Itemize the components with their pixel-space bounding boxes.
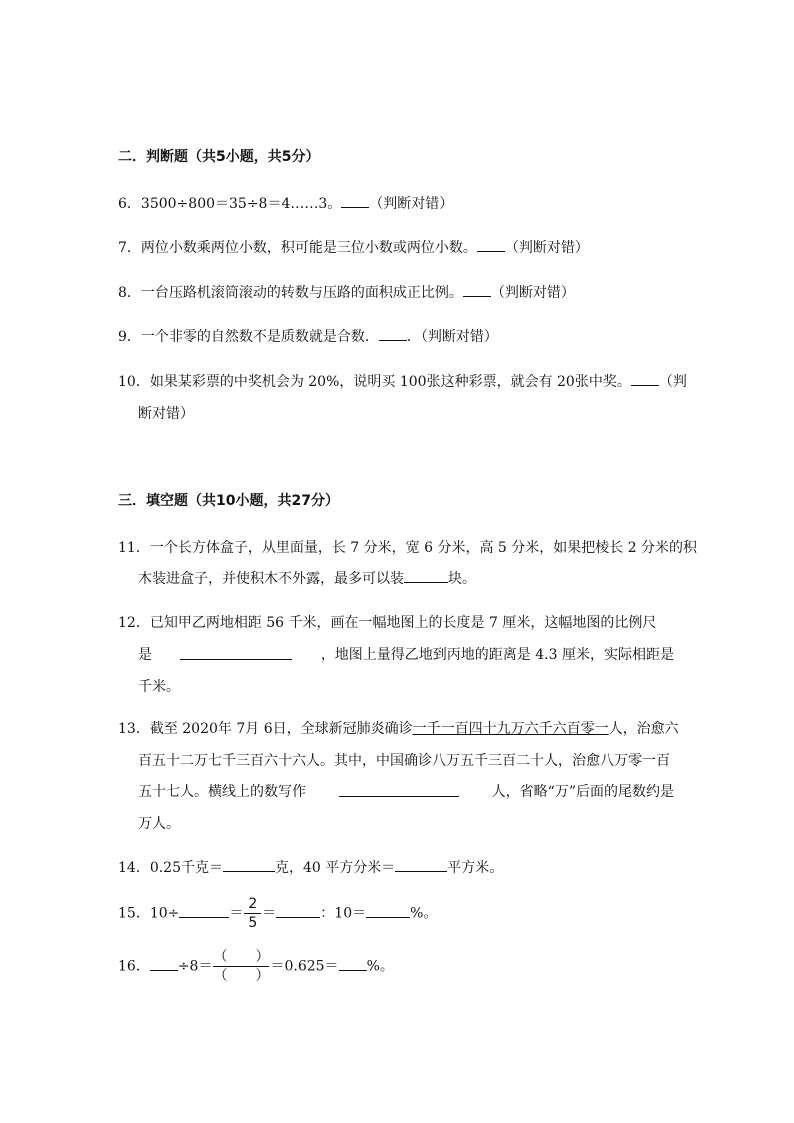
question-text: 人，治愈六 <box>608 721 679 737</box>
question-text: 0.25千克＝ <box>149 860 223 876</box>
question-text: ＝ <box>262 905 277 922</box>
question-7 <box>118 237 678 257</box>
question-text: 平方米。 <box>447 860 504 876</box>
question-text: 是 <box>138 647 152 663</box>
underlined-number: 一千一百四十九万六千六百零一 <box>412 721 609 737</box>
question-number: 6． <box>118 196 141 212</box>
question-text: 截至 2020年 7月 6日，全球新冠肺炎确诊 <box>149 721 413 737</box>
question-10 <box>118 371 687 391</box>
answer-blank[interactable] <box>179 905 229 918</box>
answer-blank[interactable] <box>341 195 369 208</box>
answer-blank[interactable] <box>477 239 505 252</box>
question-tail: （判断对错） <box>504 240 589 256</box>
question-number: 14． <box>118 860 150 876</box>
answer-blank-scale[interactable] <box>180 647 292 660</box>
question-text: 如果某彩票的中奖机会为 20%，说明买 100张这种彩票，就会有 20张中奖。 <box>149 374 631 390</box>
answer-blank[interactable] <box>366 905 410 918</box>
question-text: 一台压路机滚筒滚动的转数与压路的面积成正比例。 <box>140 285 463 301</box>
question-number: 8． <box>118 285 141 301</box>
question-12-line3: 千米。 <box>138 679 180 695</box>
question-14 <box>118 857 678 877</box>
answer-blank[interactable] <box>150 958 178 971</box>
question-number: 15． <box>118 905 150 922</box>
question-number: 16． <box>118 958 150 975</box>
question-text: ＝ <box>229 905 244 922</box>
answer-blank[interactable] <box>404 570 448 583</box>
question-number: 9． <box>118 329 141 345</box>
answer-blank[interactable] <box>395 859 447 872</box>
question-11-line2 <box>138 568 476 588</box>
fraction-two-fifths: $\frac{2}{5}$ <box>244 897 261 930</box>
question-text: ：10＝ <box>320 905 367 922</box>
question-tail: （判断对错） <box>490 285 575 301</box>
question-number: 13． <box>118 721 150 737</box>
answer-blank[interactable] <box>223 859 275 872</box>
question-text: 一个长方体盒子，从里面量，长 7 分米，宽 6 分米，高 5 分米，如果把棱长 2 分米的积 <box>149 540 698 556</box>
question-13 <box>118 718 678 738</box>
question-12-line2 <box>138 644 674 664</box>
question-text: 块。 <box>448 571 476 587</box>
question-6 <box>118 193 678 213</box>
question-13-line2: 百五十二万七千三百六十六人。其中，中国确诊八万五千三百二十人，治愈八万零一百 <box>138 753 670 769</box>
question-text: 3500÷800＝35÷8＝4……3。 <box>140 196 342 212</box>
question-10-line2: 断对错） <box>138 406 194 422</box>
question-text: 10÷ <box>149 905 180 922</box>
question-13-line3 <box>138 781 674 801</box>
question-8 <box>118 282 678 302</box>
answer-blank[interactable] <box>276 905 320 918</box>
answer-blank[interactable] <box>339 784 459 797</box>
answer-blank[interactable] <box>631 373 659 386</box>
question-11 <box>118 537 698 557</box>
question-text: ＝0.625＝ <box>270 958 339 975</box>
answer-blank[interactable] <box>339 958 367 971</box>
question-text: ÷8＝ <box>177 958 213 975</box>
answer-blank[interactable] <box>379 328 407 341</box>
question-9 <box>118 326 678 346</box>
question-number: 10． <box>118 374 150 390</box>
question-tail: （判断对错） <box>369 196 454 212</box>
question-15 <box>118 897 678 930</box>
question-tail: ．（判断对错） <box>406 329 498 345</box>
question-text: 克，40 平方分米＝ <box>275 860 396 876</box>
section-title-fill-in: 三．填空题（共10小题，共27分） <box>118 493 339 509</box>
question-text: %。 <box>410 905 438 922</box>
question-number: 7． <box>118 240 141 256</box>
section-title-judgment: 二．判断题（共5小题，共5分） <box>118 149 320 165</box>
question-text: %。 <box>366 958 394 975</box>
answer-blank[interactable] <box>463 284 491 297</box>
question-text: 两位小数乘两位小数，积可能是三位小数或两位小数。 <box>140 240 477 256</box>
question-12 <box>118 612 678 632</box>
question-13-line4: 万人。 <box>138 816 180 832</box>
question-text: 人，省略“万”后面的尾数约是 <box>491 784 674 800</box>
question-text: 木装进盒子，并使积木不外露，最多可以装 <box>138 571 404 587</box>
question-number: 12． <box>118 615 150 631</box>
question-text: ，地图上量得乙地到丙地的距离是 4.3 厘米，实际相距是 <box>320 647 674 663</box>
question-text: 已知甲乙两地相距 56 千米，画在一幅地图上的长度是 7 厘米，这幅地图的比例尺 <box>149 615 657 631</box>
question-text: 五十七人。横线上的数写作 <box>138 784 306 800</box>
question-text: 一个非零的自然数不是质数就是合数． <box>140 329 379 345</box>
fraction-blank[interactable]: （ ） （ ） <box>213 949 270 984</box>
question-number: 11． <box>118 540 150 556</box>
question-tail: （判 <box>658 374 687 390</box>
question-16 <box>118 950 678 983</box>
